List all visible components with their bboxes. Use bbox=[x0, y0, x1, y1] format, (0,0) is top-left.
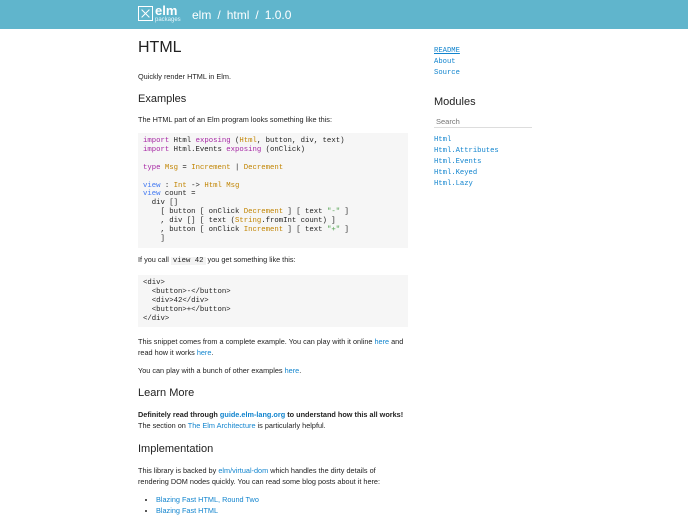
module-search-input[interactable] bbox=[434, 115, 532, 128]
readme-link[interactable]: README bbox=[434, 47, 460, 55]
html-output-block: <div> <button>-</button> <div>42</div> <button>+</button> </div> bbox=[138, 275, 408, 328]
module-link-html[interactable]: Html bbox=[434, 135, 452, 144]
about-link[interactable]: About bbox=[434, 58, 456, 66]
other-examples-link[interactable]: here bbox=[284, 366, 300, 376]
examples-paragraph: You can play with a bunch of other examples here. bbox=[138, 366, 302, 376]
virtual-dom-link[interactable]: elm/virtual-dom bbox=[218, 466, 269, 476]
elm-architecture-link[interactable]: The Elm Architecture bbox=[187, 421, 256, 431]
readme-content bbox=[138, 38, 408, 516]
logo-subtext: packages bbox=[155, 17, 181, 23]
view-call-paragraph: If you call view 42 you get something like this: bbox=[138, 254, 296, 265]
learn-more-heading: Learn More bbox=[138, 387, 195, 400]
sidebar-nav bbox=[434, 46, 534, 79]
page-title: HTML bbox=[138, 39, 182, 56]
module-link-html-keyed[interactable]: Html.Keyed bbox=[434, 168, 478, 177]
examples-heading: Examples bbox=[138, 93, 187, 105]
breadcrumb-separator: / bbox=[255, 8, 259, 22]
module-list bbox=[434, 135, 534, 190]
blog-post-link[interactable]: Blazing Fast HTML, Round Two bbox=[156, 495, 259, 505]
learn-more-paragraph: Definitely read through guide.elm-lang.org to understand how this all works! The section on The Elm Architecture is particularly helpful. bbox=[138, 410, 404, 431]
source-link[interactable]: Source bbox=[434, 69, 460, 77]
breadcrumb-separator: / bbox=[217, 8, 221, 22]
blog-post-list bbox=[138, 494, 408, 516]
sidebar bbox=[434, 46, 534, 190]
guide-link[interactable]: guide.elm-lang.org bbox=[219, 410, 286, 420]
breadcrumb-elm[interactable]: elm bbox=[192, 8, 212, 22]
elm-logo-icon bbox=[138, 6, 153, 21]
implementation-heading: Implementation bbox=[138, 443, 214, 456]
breadcrumb bbox=[192, 8, 291, 22]
breadcrumb-html[interactable]: html bbox=[226, 8, 250, 22]
how-it-works-link[interactable]: here bbox=[196, 348, 212, 358]
module-link-html-attributes[interactable]: Html.Attributes bbox=[434, 146, 499, 155]
online-example-link[interactable]: here bbox=[374, 337, 390, 347]
list-item bbox=[156, 505, 408, 516]
examples-intro: The HTML part of an Elm program looks something like this: bbox=[138, 115, 332, 124]
logo-text: elm bbox=[155, 3, 178, 18]
implementation-paragraph: This library is backed by elm/virtual-dom which handles the dirty details of rendering DOM nodes quickly. You can read some blog posts about it here: bbox=[138, 466, 381, 487]
top-bar bbox=[0, 0, 688, 29]
tagline: Quickly render HTML in Elm. bbox=[138, 72, 231, 81]
modules-heading: Modules bbox=[434, 96, 476, 108]
breadcrumb-version[interactable]: 1.0.0 bbox=[264, 8, 292, 22]
snippet-paragraph: This snippet comes from a complete example. You can play with it online here and read how it works here. bbox=[138, 337, 404, 358]
elm-code-block: import Html exposing (Html, button, div, text) import Html.Events exposing (onClick) type Msg = Increment | Decrement view : Int -> Html Msg view count = div [] [ button [ onClick Decrement ] [ text "-" ] , div [] [ text (String.fromInt count) ] , button [ onClick Increment ] [ text "+" ] ] bbox=[138, 133, 408, 248]
inline-code: view 42 bbox=[172, 256, 204, 265]
module-link-html-events[interactable]: Html.Events bbox=[434, 157, 482, 166]
list-item bbox=[156, 494, 408, 505]
module-link-html-lazy[interactable]: Html.Lazy bbox=[434, 179, 473, 188]
elm-packages-logo[interactable] bbox=[138, 3, 181, 26]
blog-post-link[interactable]: Blazing Fast HTML bbox=[156, 506, 219, 516]
